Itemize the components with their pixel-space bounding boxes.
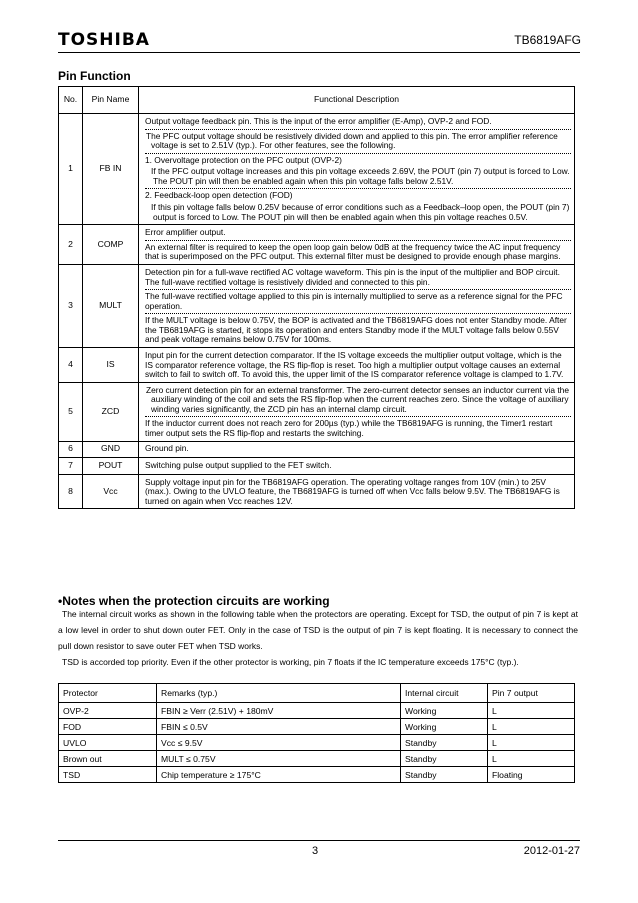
pin-name: ZCD	[83, 382, 139, 441]
desc-text: Switching pulse output supplied to the FET switch.	[145, 459, 332, 470]
protector-internal: Working	[401, 703, 488, 719]
protector-pin7: L	[488, 735, 575, 751]
col-internal-circuit: Internal circuit	[401, 684, 488, 703]
desc-text: If the MULT voltage is below 0.75V, the BOP is activated and the TB6819AFG does not enter Standby mode. After the TB6819AFG is started, it stops its operation and enters Standby mode if the MULT voltage falls below 0.55V and peak voltage remains below 0.75V for 100ms.	[145, 315, 567, 345]
desc-text: Supply voltage input pin for the TB6819AFG operation. The operating voltage ranges from 10V (min.) to 25V (max.). Owing to the UVLO feature, the TB6819AFG is turned off when Vcc falls below 9.5V. The TB6819AFG is turned on again when Vcc reaches 12V.	[145, 476, 560, 506]
notes-paragraph: TSD is accorded top priority. Even if the other protector is working, pin 7 floats if the IC temperature exceeds 175°C (typ.).	[62, 657, 519, 667]
protector-remarks: Chip temperature ≥ 175°C	[157, 767, 401, 783]
desc-text: Input pin for the current detection comparator. If the IS voltage exceeds the multiplier output voltage, which is the IS comparator reference voltage, the RS flip-flop is reset. Too high a multiplier output voltage causes an external switch to fail to switch off. To avoid this, the upper limit of the IS comparator reference voltage is clamped to 1.7V.	[145, 349, 564, 380]
pin-name: FB IN	[83, 114, 139, 225]
pin-row-2	[59, 225, 575, 265]
pin-row-8	[59, 474, 575, 509]
pin-number: 2	[59, 225, 83, 265]
col-remarks: Remarks (typ.)	[157, 684, 401, 703]
pin-name: COMP	[83, 225, 139, 265]
protector-pin7: L	[488, 751, 575, 767]
col-no: No.	[59, 87, 83, 114]
pin-description	[139, 474, 575, 509]
protector-pin7: L	[488, 703, 575, 719]
table-row	[59, 703, 575, 719]
desc-text: If the PFC output voltage increases and this pin voltage exceeds 2.69V, the POUT (pin 7) output is forced to Low. The POUT pin will then be enabled again when this pin voltage falls below 2.51V.	[151, 166, 570, 186]
pin-function-table	[58, 86, 575, 509]
desc-text: Output voltage feedback pin. This is the input of the error amplifier (E-Amp), OVP-2 and FOD.	[145, 116, 492, 126]
pin-number: 7	[59, 457, 83, 474]
pin-description	[139, 264, 575, 347]
protector-remarks: FBIN ≤ 0.5V	[157, 719, 401, 735]
protector-remarks: FBIN ≥ Verr (2.51V) + 180mV	[157, 703, 401, 719]
pin-number: 3	[59, 264, 83, 347]
footer-rule	[58, 840, 580, 841]
table-row	[59, 767, 575, 783]
desc-text: If this pin voltage falls below 0.25V because of error conditions such as a Feedback–loop open, the POUT (pin 7) output is forced to Low. The POUT pin will then be enabled again when this pin voltage reaches 0.5V.	[151, 202, 570, 222]
header-rule	[58, 52, 580, 53]
pin-number: 4	[59, 347, 83, 382]
pin-name: Vcc	[83, 474, 139, 509]
protector-table-header	[59, 684, 575, 703]
document-date: 2012-01-27	[523, 845, 580, 857]
pin-table-header	[59, 87, 575, 114]
protector-internal: Standby	[401, 735, 488, 751]
protector-pin7: Floating	[488, 767, 575, 783]
pin-description	[139, 114, 575, 225]
notes-body	[58, 606, 578, 670]
desc-text: The full-wave rectified voltage applied to this pin is internally multiplied to serve as a reference signal for the PFC operation.	[145, 291, 563, 311]
notes-title: •Notes when the protection circuits are working	[58, 594, 330, 608]
col-protector: Protector	[59, 684, 157, 703]
protector-name: OVP-2	[59, 703, 157, 719]
pin-description	[139, 347, 575, 382]
pin-description	[139, 225, 575, 265]
pin-description	[139, 382, 575, 441]
desc-text: 2. Feedback-loop open detection (FOD)	[145, 190, 293, 201]
pin-row-6	[59, 441, 575, 457]
pin-name: POUT	[83, 457, 139, 474]
col-pin-name: Pin Name	[83, 87, 139, 114]
protector-remarks: Vcc ≤ 9.5V	[157, 735, 401, 751]
table-row	[59, 719, 575, 735]
pin-row-3	[59, 264, 575, 347]
desc-text: If the inductor current does not reach zero for 200µs (typ.) while the TB6819AFG is running, the Timer1 restart timer output sets the RS flip-flop and restarts the switching.	[145, 418, 553, 439]
protector-remarks: MULT ≤ 0.75V	[157, 751, 401, 767]
pin-row-5	[59, 382, 575, 441]
protector-name: FOD	[59, 719, 157, 735]
notes-paragraph: The internal circuit works as shown in the following table when the protectors are operating. Except for TSD, the output of pin 7 is kept at a low level in order to shut down outer FET. Only in the case of TSD is the output of pin 7 is kept floating. It is necessary to connect the pull down resistor to save outer FET when TSD works.	[58, 609, 578, 651]
toshiba-logo: TOSHIBA	[58, 30, 150, 50]
protector-internal: Standby	[401, 751, 488, 767]
pin-name: IS	[83, 347, 139, 382]
col-pin7-output: Pin 7 output	[488, 684, 575, 703]
pin-function-title: Pin Function	[58, 69, 131, 83]
protector-table	[58, 683, 575, 783]
pin-number: 6	[59, 441, 83, 457]
pin-name: MULT	[83, 264, 139, 347]
pin-row-1	[59, 114, 575, 225]
protector-internal: Standby	[401, 767, 488, 783]
part-number: TB6819AFG	[514, 33, 581, 47]
desc-text: Error amplifier output.	[145, 227, 226, 238]
page-number: 3	[312, 845, 319, 857]
desc-text: The PFC output voltage should be resistively divided down and applied to this pin. The error amplifier reference voltage is set to 2.51V (typ.). For other features, see the following.	[146, 130, 558, 151]
table-row	[59, 735, 575, 751]
protector-pin7: L	[488, 719, 575, 735]
desc-text: Ground pin.	[145, 443, 189, 454]
protector-name: UVLO	[59, 735, 157, 751]
pin-number: 1	[59, 114, 83, 225]
pin-row-7	[59, 457, 575, 474]
protector-name: TSD	[59, 767, 157, 783]
pin-number: 5	[59, 382, 83, 441]
pin-name: GND	[83, 441, 139, 457]
pin-number: 8	[59, 474, 83, 509]
pin-row-4	[59, 347, 575, 382]
desc-text: An external filter is required to keep the open loop gain below 0dB at the frequency twice the AC input frequency that is superimposed on the PFC output. This external filter must be designed to provide enough phase margins.	[145, 241, 561, 262]
table-row	[59, 751, 575, 767]
desc-text: Zero current detection pin for an external transformer. The zero-current detector senses an inductor current via the auxiliary winding of the coil and sets the RS flip-flop when the current reaches zero. Since the voltage of auxiliary winding varies significantly, the ZCD pin has an internal clamp circuit.	[146, 384, 569, 414]
desc-text: 1. Overvoltage protection on the PFC output (OVP-2)	[145, 154, 342, 165]
desc-text: Detection pin for a full-wave rectified AC voltage waveform. This pin is the input of the multiplier and BOP circuit. The full-wave rectified voltage is resistively divided and connected to this pin.	[145, 266, 560, 287]
pin-description	[139, 441, 575, 457]
protector-name: Brown out	[59, 751, 157, 767]
col-description: Functional Description	[139, 87, 575, 114]
protector-internal: Working	[401, 719, 488, 735]
pin-description	[139, 457, 575, 474]
